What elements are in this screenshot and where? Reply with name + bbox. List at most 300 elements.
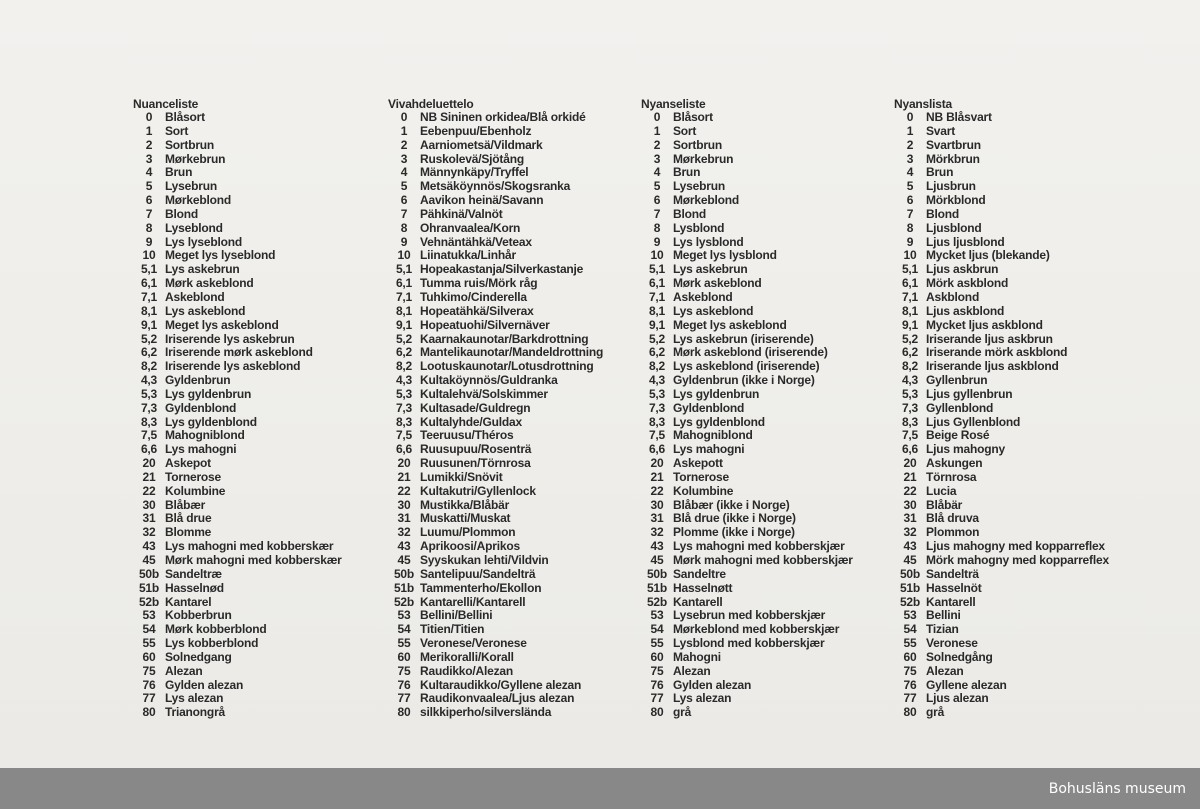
shade-row [894, 360, 1149, 374]
shade-code: 8,1 [395, 303, 413, 318]
shade-code: 8 [145, 220, 153, 235]
shade-name: Kantarell [673, 594, 723, 609]
shade-name: Mørkeblond med kobberskjær [673, 622, 840, 637]
shade-row [388, 471, 643, 485]
shade-row [133, 153, 388, 167]
shade-name: Iriserende mørk askeblond [165, 345, 313, 360]
shade-name: Lys askebrun [165, 262, 240, 277]
shade-code: 0 [906, 110, 914, 124]
shade-name: Lysebrun med kobberskjær [673, 608, 826, 623]
shade-name: Ljusbrun [926, 179, 976, 194]
shade-row [894, 236, 1149, 250]
shade-row [894, 333, 1149, 347]
shade-row [388, 111, 643, 125]
shade-name: Kultakutri/Gyllenlock [420, 483, 536, 498]
shade-row [388, 319, 643, 333]
shade-code: 7,1 [648, 289, 666, 304]
shade-row [388, 263, 643, 277]
shade-row [641, 651, 896, 665]
shade-name: Gylden alezan [165, 677, 244, 692]
shade-code: 0 [653, 110, 661, 124]
shade-row [641, 429, 896, 443]
shade-name: Lys alezan [165, 691, 224, 706]
shade-name: Mantelikaunotar/Mandeldrottning [420, 345, 604, 360]
shade-code: 7,5 [648, 428, 666, 443]
shade-code: 1 [653, 123, 661, 138]
shade-row [894, 485, 1149, 499]
shade-code: 2 [906, 137, 914, 152]
shade-row [388, 125, 643, 139]
shade-name: Blå druva [926, 511, 979, 526]
column-finnish [388, 97, 643, 720]
shade-row [641, 665, 896, 679]
shade-row [133, 360, 388, 374]
shade-row [641, 623, 896, 637]
shade-name: Tornerose [673, 469, 729, 484]
shade-row [133, 485, 388, 499]
shade-code: 20 [397, 456, 411, 471]
shade-row [641, 402, 896, 416]
shade-row [641, 111, 896, 125]
shade-row [894, 499, 1149, 513]
shade-row [388, 429, 643, 443]
shade-code: 52b [899, 594, 921, 609]
shade-code: 1 [906, 123, 914, 138]
shade-name: Iriserande ljus askbrun [926, 331, 1053, 346]
shade-row [894, 596, 1149, 610]
shade-name: Brun [165, 165, 193, 180]
shade-code: 77 [650, 691, 664, 706]
shade-code: 43 [397, 539, 411, 554]
shade-name: Mahogniblond [165, 428, 245, 443]
shade-row [133, 471, 388, 485]
shade-row [133, 526, 388, 540]
shade-name: Raudikko/Alezan [420, 663, 514, 678]
shade-row [133, 208, 388, 222]
shade-code: 3 [906, 151, 914, 166]
shade-row [388, 194, 643, 208]
shade-code: 4,3 [901, 373, 919, 388]
shade-row [388, 222, 643, 236]
shade-name: Ljus mahogny [926, 442, 1005, 457]
shade-name: Tornerose [165, 469, 221, 484]
shade-name: Lys alezan [673, 691, 732, 706]
shade-name: Mörk mahogny med kopparreflex [926, 553, 1109, 567]
shade-row [894, 153, 1149, 167]
shade-name: Askeblond [673, 289, 733, 304]
shade-code: 55 [903, 636, 917, 651]
shade-code: 6,2 [901, 345, 919, 360]
shade-row [388, 692, 643, 706]
shade-row [133, 416, 388, 430]
shade-code: 5,2 [648, 331, 666, 346]
shade-row [641, 582, 896, 596]
shade-row [641, 374, 896, 388]
shade-row [641, 263, 896, 277]
shade-name: Titien/Titien [420, 622, 485, 637]
shade-code: 7,3 [648, 400, 666, 415]
shade-name: Iriserande ljus askblond [926, 359, 1059, 374]
shade-row [133, 443, 388, 457]
shade-code: 53 [397, 608, 411, 623]
shade-name: Mørkebrun [165, 151, 226, 166]
shade-code: 50b [899, 566, 921, 581]
shade-code: 7,3 [140, 400, 158, 415]
shade-name: Blomme [165, 525, 212, 540]
shade-name: Santelipuu/Sandelträ [420, 566, 536, 581]
shade-row [388, 665, 643, 679]
shade-row [894, 194, 1149, 208]
shade-code: 4,3 [140, 373, 158, 388]
shade-name: Ohranvaalea/Korn [420, 220, 521, 235]
shade-code: 6 [653, 193, 661, 208]
shade-row [133, 166, 388, 180]
shade-row [894, 665, 1149, 679]
shade-code: 1 [145, 123, 153, 138]
shade-name: Gyllene alezan [926, 677, 1007, 692]
shade-code: 53 [903, 608, 917, 623]
shade-row [133, 291, 388, 305]
shade-row [894, 609, 1149, 623]
shade-name: Raudikonvaalea/Ljus alezan [420, 691, 575, 706]
shade-row [894, 692, 1149, 706]
shade-code: 80 [903, 705, 917, 720]
shade-row [133, 679, 388, 693]
shade-row [133, 388, 388, 402]
shade-name: Kultalehvä/Solskimmer [420, 386, 548, 401]
shade-row [894, 512, 1149, 526]
shade-name: Lys lyseblond [165, 234, 242, 249]
shade-code: 32 [142, 525, 156, 540]
shade-code: 3 [400, 151, 408, 166]
shade-row [894, 526, 1149, 540]
shade-name: Blåsort [165, 110, 205, 124]
shade-name: Kantarelli/Kantarell [420, 594, 526, 609]
shade-row [641, 692, 896, 706]
shade-code: 7,5 [395, 428, 413, 443]
shade-row [894, 346, 1149, 360]
shade-name: Mahogni [673, 649, 721, 664]
shade-row [388, 499, 643, 513]
shade-code: 10 [903, 248, 917, 263]
shade-code: 45 [397, 553, 411, 567]
shade-code: 60 [397, 649, 411, 664]
shade-row [133, 429, 388, 443]
shade-code: 6,1 [901, 276, 919, 291]
shade-name: Hasselnöt [926, 580, 982, 595]
shade-name: Kolumbine [673, 483, 734, 498]
shade-code: 50b [138, 566, 160, 581]
shade-name: Hopeatähkä/Silverax [420, 303, 534, 318]
shade-name: Gyllenblond [926, 400, 994, 415]
shade-row [133, 263, 388, 277]
shade-name: Iriserande mörk askblond [926, 345, 1068, 360]
shade-name: Ruusunen/Törnrosa [420, 456, 531, 471]
museum-credit: Bohusläns museum [1048, 781, 1186, 797]
shade-row [894, 263, 1149, 277]
shade-code: 31 [903, 511, 917, 526]
shade-row [641, 249, 896, 263]
shade-name: Ruusupuu/Rosenträ [420, 442, 532, 457]
shade-row [894, 222, 1149, 236]
shade-row [894, 305, 1149, 319]
shade-code: 9,1 [140, 317, 158, 332]
shade-code: 5,2 [901, 331, 919, 346]
shade-name: Kultaköynnös/Guldranka [420, 373, 558, 388]
shade-row [388, 139, 643, 153]
shade-code: 45 [142, 553, 156, 567]
shade-code: 75 [650, 663, 664, 678]
shade-code: 30 [650, 497, 664, 512]
shade-code: 21 [142, 469, 156, 484]
shade-code: 5,3 [140, 386, 158, 401]
shade-name: Solnedgang [165, 649, 232, 664]
shade-row [388, 388, 643, 402]
shade-name: Ruskolevä/Sjötång [420, 151, 524, 166]
shade-name: Ljusblond [926, 220, 982, 235]
shade-row [133, 222, 388, 236]
shade-code: 7 [400, 206, 408, 221]
shade-code: 30 [142, 497, 156, 512]
shade-code: 32 [650, 525, 664, 540]
shade-name: Mycket ljus askblond [926, 317, 1043, 332]
shade-code: 9 [400, 234, 408, 249]
shade-row [641, 346, 896, 360]
shade-code: 0 [400, 110, 408, 124]
shade-name: Ljus askbrun [926, 262, 999, 277]
shade-code: 54 [650, 622, 664, 637]
column-title: Nyanseliste [641, 97, 706, 111]
shade-row [641, 526, 896, 540]
shade-code: 60 [903, 649, 917, 664]
shade-code: 6,6 [901, 442, 919, 457]
shade-row [641, 568, 896, 582]
shade-row [133, 637, 388, 651]
shade-name: Mørk askeblond [673, 276, 762, 291]
shade-name: Aavikon heinä/Savann [420, 193, 544, 208]
shade-name: Kantarell [926, 594, 976, 609]
shade-row [133, 623, 388, 637]
shade-name: Mahogniblond [673, 428, 753, 443]
shade-code: 60 [142, 649, 156, 664]
shade-code: 5 [906, 179, 914, 194]
shade-row [894, 180, 1149, 194]
shade-row [388, 416, 643, 430]
shade-code: 22 [397, 483, 411, 498]
shade-row [641, 540, 896, 554]
shade-code: 7 [653, 206, 661, 221]
shade-row [641, 333, 896, 347]
shade-code: 8,2 [395, 359, 413, 374]
shade-row [133, 374, 388, 388]
shade-code: 9 [145, 234, 153, 249]
shade-code: 43 [142, 539, 156, 554]
shade-row [894, 637, 1149, 651]
shade-name: Beige Rosé [926, 428, 990, 443]
shade-code: 7,5 [140, 428, 158, 443]
shade-name: silkkiperho/silverslända [420, 705, 552, 720]
shade-code: 6,1 [648, 276, 666, 291]
shade-row [894, 540, 1149, 554]
shade-row [641, 153, 896, 167]
shade-list [641, 111, 896, 720]
shade-row [388, 457, 643, 471]
shade-row [641, 319, 896, 333]
shade-name: Alezan [926, 663, 964, 678]
shade-name: Meget lys askeblond [165, 317, 279, 332]
shade-name: Blond [165, 206, 198, 221]
shade-row [641, 125, 896, 139]
shade-row [133, 540, 388, 554]
shade-code: 5,3 [395, 386, 413, 401]
shade-row [641, 360, 896, 374]
shade-name: Meget lys lysblond [673, 248, 777, 263]
shade-code: 53 [142, 608, 156, 623]
shade-row [641, 512, 896, 526]
shade-name: Ljus askblond [926, 303, 1005, 318]
shade-name: Gylden alezan [673, 677, 752, 692]
shade-row [133, 554, 388, 568]
shade-name: Syyskukan lehti/Vildvin [420, 553, 549, 567]
shade-code: 5 [653, 179, 661, 194]
shade-name: Bellini [926, 608, 961, 623]
shade-row [133, 665, 388, 679]
shade-name: Mørk mahogni med kobberskær [165, 553, 342, 567]
shade-code: 76 [142, 677, 156, 692]
shade-name: Tumma ruis/Mörk råg [420, 276, 538, 291]
shade-code: 8 [400, 220, 408, 235]
shade-code: 21 [650, 469, 664, 484]
shade-code: 6,2 [140, 345, 158, 360]
shade-code: 10 [397, 248, 411, 263]
shade-code: 43 [650, 539, 664, 554]
shade-name: Hasselnød [165, 580, 224, 595]
shade-row [641, 499, 896, 513]
shade-code: 6 [145, 193, 153, 208]
shade-code: 10 [142, 248, 156, 263]
shade-name: Lysblond med kobberskjær [673, 636, 825, 651]
shade-row [133, 402, 388, 416]
shade-row [388, 277, 643, 291]
shade-row [641, 416, 896, 430]
shade-name: Blond [926, 206, 959, 221]
shade-row [641, 139, 896, 153]
shade-row [641, 596, 896, 610]
shade-code: 21 [903, 469, 917, 484]
shade-row [388, 166, 643, 180]
shade-row [388, 485, 643, 499]
shade-code: 5,1 [140, 262, 158, 277]
shade-name: Sortbrun [165, 137, 215, 152]
shade-code: 22 [903, 483, 917, 498]
shade-name: Törnrosa [926, 469, 977, 484]
shade-code: 2 [400, 137, 408, 152]
shade-code: 30 [903, 497, 917, 512]
shade-name: Ljus gyllenbrun [926, 386, 1013, 401]
shade-code: 80 [142, 705, 156, 720]
shade-code: 22 [142, 483, 156, 498]
shade-row [894, 429, 1149, 443]
shade-row [133, 609, 388, 623]
shade-code: 55 [650, 636, 664, 651]
shade-row [641, 706, 896, 720]
shade-row [894, 111, 1149, 125]
shade-code: 8,3 [395, 414, 413, 429]
shade-row [133, 277, 388, 291]
shade-row [133, 180, 388, 194]
shade-name: Gyldenbrun [165, 373, 231, 388]
shade-code: 77 [397, 691, 411, 706]
shade-row [388, 540, 643, 554]
shade-code: 31 [397, 511, 411, 526]
shade-name: Ljus ljusblond [926, 234, 1005, 249]
shade-code: 77 [142, 691, 156, 706]
shade-row [133, 125, 388, 139]
shade-code: 21 [397, 469, 411, 484]
shade-row [133, 194, 388, 208]
shade-code: 53 [650, 608, 664, 623]
shade-name: Lootuskaunotar/Lotusdrottning [420, 359, 594, 374]
shade-code: 5,2 [395, 331, 413, 346]
shade-code: 2 [145, 137, 153, 152]
shade-row [641, 277, 896, 291]
shade-row [388, 360, 643, 374]
shade-row [388, 582, 643, 596]
shade-code: 4 [400, 165, 408, 180]
shade-name: Blåbær (ikke i Norge) [673, 497, 790, 512]
shade-code: 8,3 [901, 414, 919, 429]
shade-name: Hasselnøtt [673, 580, 733, 595]
shade-code: 51b [646, 580, 668, 595]
shade-row [641, 457, 896, 471]
shade-code: 5,1 [901, 262, 919, 277]
shade-name: Blå drue [165, 511, 212, 526]
shade-name: Svart [926, 123, 956, 138]
shade-code: 8,1 [140, 303, 158, 318]
shade-row [133, 596, 388, 610]
shade-code: 9,1 [648, 317, 666, 332]
shade-row [894, 443, 1149, 457]
shade-code: 75 [397, 663, 411, 678]
shade-row [133, 499, 388, 513]
shade-name: Ljus Gyllenblond [926, 414, 1021, 429]
shade-name: Kaarnakaunotar/Barkdrottning [420, 331, 589, 346]
shade-name: Aprikoosi/Aprikos [420, 539, 520, 554]
shade-code: 8,2 [648, 359, 666, 374]
shade-row [641, 443, 896, 457]
shade-row [388, 208, 643, 222]
shade-row [894, 457, 1149, 471]
shade-code: 8,1 [901, 303, 919, 318]
shade-code: 1 [400, 123, 408, 138]
shade-name: Sort [165, 123, 189, 138]
shade-row [641, 609, 896, 623]
shade-name: Lys mahogni [165, 442, 237, 457]
shade-code: 76 [397, 677, 411, 692]
shade-row [894, 125, 1149, 139]
shade-row [894, 402, 1149, 416]
shade-code: 54 [142, 622, 156, 637]
shade-row [641, 485, 896, 499]
shade-code: 7,1 [395, 289, 413, 304]
shade-code: 55 [142, 636, 156, 651]
shade-code: 75 [142, 663, 156, 678]
shade-code: 7,1 [140, 289, 158, 304]
shade-name: grå [926, 705, 945, 720]
shade-list [133, 111, 388, 720]
shade-list [894, 111, 1149, 720]
shade-name: Mycket ljus (blekande) [926, 248, 1050, 263]
